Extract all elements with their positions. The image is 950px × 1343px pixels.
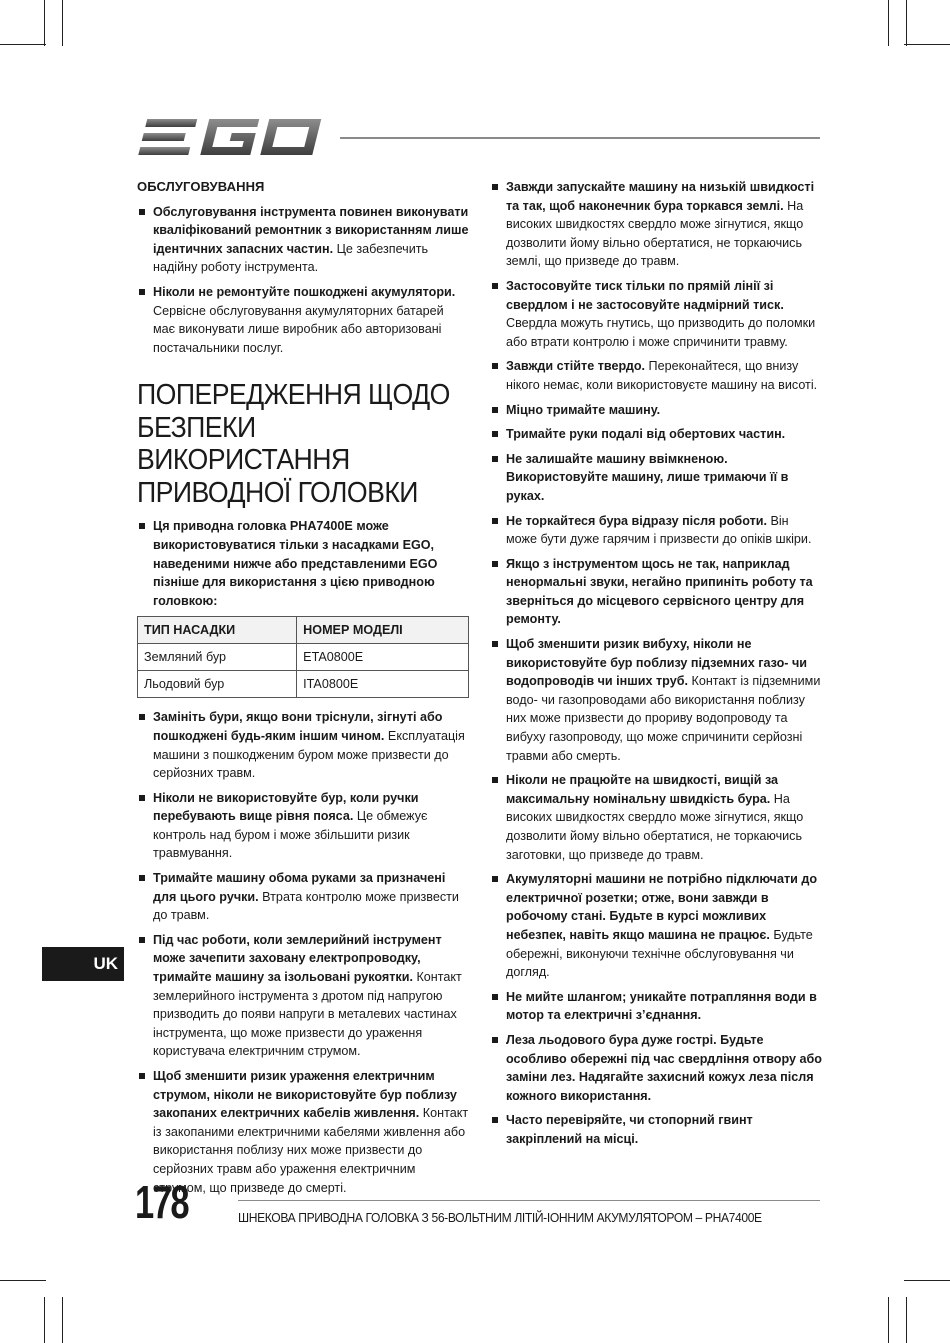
crop-mark: [888, 0, 889, 46]
list-item: Завжди стійте твердо. Переконайтеся, що внизу нікого немає, коли використовуєте машину на висоті.: [490, 357, 822, 394]
table-header-row: [138, 617, 469, 644]
ego-logo: [136, 116, 322, 158]
crop-mark: [906, 0, 907, 46]
list-item: Ніколи не використовуйте бур, коли ручки перебувають вище рівня пояса. Це обмежує контроль над буром і може збільшити ризик травмування.: [137, 789, 469, 863]
list-item: Тримайте руки подалі від обертових частин.: [490, 425, 822, 444]
left-column: [137, 178, 469, 1203]
list-item: Ця приводна головка PHA7400E може використовуватися тільки з насадками EGO, наведеними нижче або представленими EGO пізніше для використання з цією приводною головкою:: [137, 517, 469, 610]
list-item: Міцно тримайте машину.: [490, 401, 822, 420]
maintenance-list: [137, 203, 469, 358]
footer-rule: [238, 1200, 820, 1201]
header-rule: [340, 137, 820, 139]
table-cell: Льодовий бур: [138, 671, 297, 698]
list-item: Акумуляторні машини не потрібно підключати до електричної розетки; отже, вони завжди в робочому стані. Будьте в курсі можливих небезпек, навіть якщо машина не працює. Будьте обережні, виконуючи технічне обслуговування чи догляд.: [490, 870, 822, 982]
table-row: [138, 644, 469, 671]
page-title: ПОПЕРЕДЖЕННЯ ЩОДО БЕЗПЕКИ ВИКОРИСТАННЯ ПРИВОДНОЇ ГОЛОВКИ: [137, 379, 450, 509]
safety-list-left: [137, 708, 469, 1197]
list-item: Під час роботи, коли землерийний інструмент може зачепити заховану електропроводку, тримайте машину за ізольовані рукоятки. Контакт землерийного інструмента з дротом під напругою призводить до появи напруги в металевих частинах інструмента, що може призвести до ураження користувача електричним струмом.: [137, 931, 469, 1061]
language-tab: UK: [42, 947, 124, 981]
list-item: Завжди запускайте машину на низькій швидкості та так, щоб наконечник бура торкався землі. На високих швидкостях свердло може зігнутися, якщо дозволити йому вільно обертатися, не торкаючись землі, що призведе до травм.: [490, 178, 822, 271]
list-item: Щоб зменшити ризик ураження електричним струмом, ніколи не використовуйте бур поблизу закопаних електричних кабелів живлення. Контакт із закопаними електричними кабелями живлення або використання поблизу них може призвести до серйозних травм або ураження електричним струмом, що призведе до смерті.: [137, 1067, 469, 1197]
list-item: Обслуговування інструмента повинен виконувати кваліфікований ремонтник з використанням лише ідентичних запасних частин. Це забезпечить надійну роботу інструмента.: [137, 203, 469, 277]
list-item: Леза льодового бура дуже гострі. Будьте особливо обережні під час свердління отвору або заміни лез. Надягайте захисний кожух леза після кожного використання.: [490, 1031, 822, 1105]
crop-mark: [62, 1297, 63, 1343]
list-item: Якщо з інструментом щось не так, наприклад ненормальні звуки, негайно припиніть роботу та зверніться до місцевого сервісного центру для ремонту.: [490, 555, 822, 629]
crop-mark: [0, 1280, 46, 1281]
section-title: ОБСЛУГОВУВАННЯ: [137, 179, 265, 194]
table-row: [138, 671, 469, 698]
crop-mark: [888, 1297, 889, 1343]
intro-list: [137, 517, 469, 610]
list-item: Не торкайтеся бура відразу після роботи. Він може бути дуже гарячим і призвести до опіків шкіри.: [490, 512, 822, 549]
table-header-cell: ТИП НАСАДКИ: [138, 617, 297, 644]
table-header-cell: НОМЕР МОДЕЛІ: [297, 617, 469, 644]
list-item: Замініть бури, якщо вони тріснули, зігнуті або пошкоджені будь-яким іншим чином. Експлуатація машини з пошкодженим буром може призвести до серйозних травм.: [137, 708, 469, 782]
list-item: Ніколи не ремонтуйте пошкоджені акумулятори. Сервісне обслуговування акумуляторних батарей має виконувати лише виробник або авторизовані постачальники послуг.: [137, 283, 469, 357]
attachment-table: [137, 616, 469, 698]
crop-mark: [44, 1297, 45, 1343]
crop-mark: [62, 0, 63, 46]
crop-mark: [904, 1280, 950, 1281]
crop-mark: [44, 0, 45, 46]
table-cell: Земляний бур: [138, 644, 297, 671]
crop-mark: [906, 1297, 907, 1343]
list-item: Не мийте шлангом; уникайте потрапляння води в мотор та електричні з’єднання.: [490, 988, 822, 1025]
crop-mark: [904, 44, 950, 45]
list-item: Ніколи не працюйте на швидкості, вищій за максимальну номінальну швидкість бура. На високих швидкостях свердло може зігнутися, якщо дозволити йому вільно обертатися, не торкаючись заготовки, що призведе до травм.: [490, 771, 822, 864]
table-cell: ETA0800E: [297, 644, 469, 671]
safety-list-right: [490, 178, 822, 1149]
table-cell: ITA0800E: [297, 671, 469, 698]
footer-title: ШНЕКОВА ПРИВОДНА ГОЛОВКА З 56-ВОЛЬТНИМ ЛІТІЙ-ІОННИМ АКУМУЛЯТОРОМ – PHA7400E: [238, 1210, 762, 1225]
list-item: Застосовуйте тиск тільки по прямій лінії зі свердлом і не застосовуйте надмірний тиск. Свердла можуть гнутись, що призводить до поломки або втрати контролю і може спричинити травму.: [490, 277, 822, 351]
list-item: Щоб зменшити ризик вибуху, ніколи не використовуйте бур поблизу підземних газо- чи водопроводів чи інших труб. Контакт із підземними водо- чи газопроводами або використання поблизу них може призвести до прориву водопроводу та вибуху газопроводу, що може спричинити серйозні травми або смерть.: [490, 635, 822, 765]
list-item: Не залишайте машину ввімкненою. Використовуйте машину, лише тримаючи її в руках.: [490, 450, 822, 506]
list-item: Тримайте машину обома руками за призначені для цього ручки. Втрата контролю може призвести до травм.: [137, 869, 469, 925]
list-item: Часто перевіряйте, чи стопорний гвинт закріплений на місці.: [490, 1111, 822, 1148]
right-column: [490, 178, 822, 1155]
crop-mark: [0, 44, 46, 45]
page-number: 178: [135, 1176, 189, 1228]
